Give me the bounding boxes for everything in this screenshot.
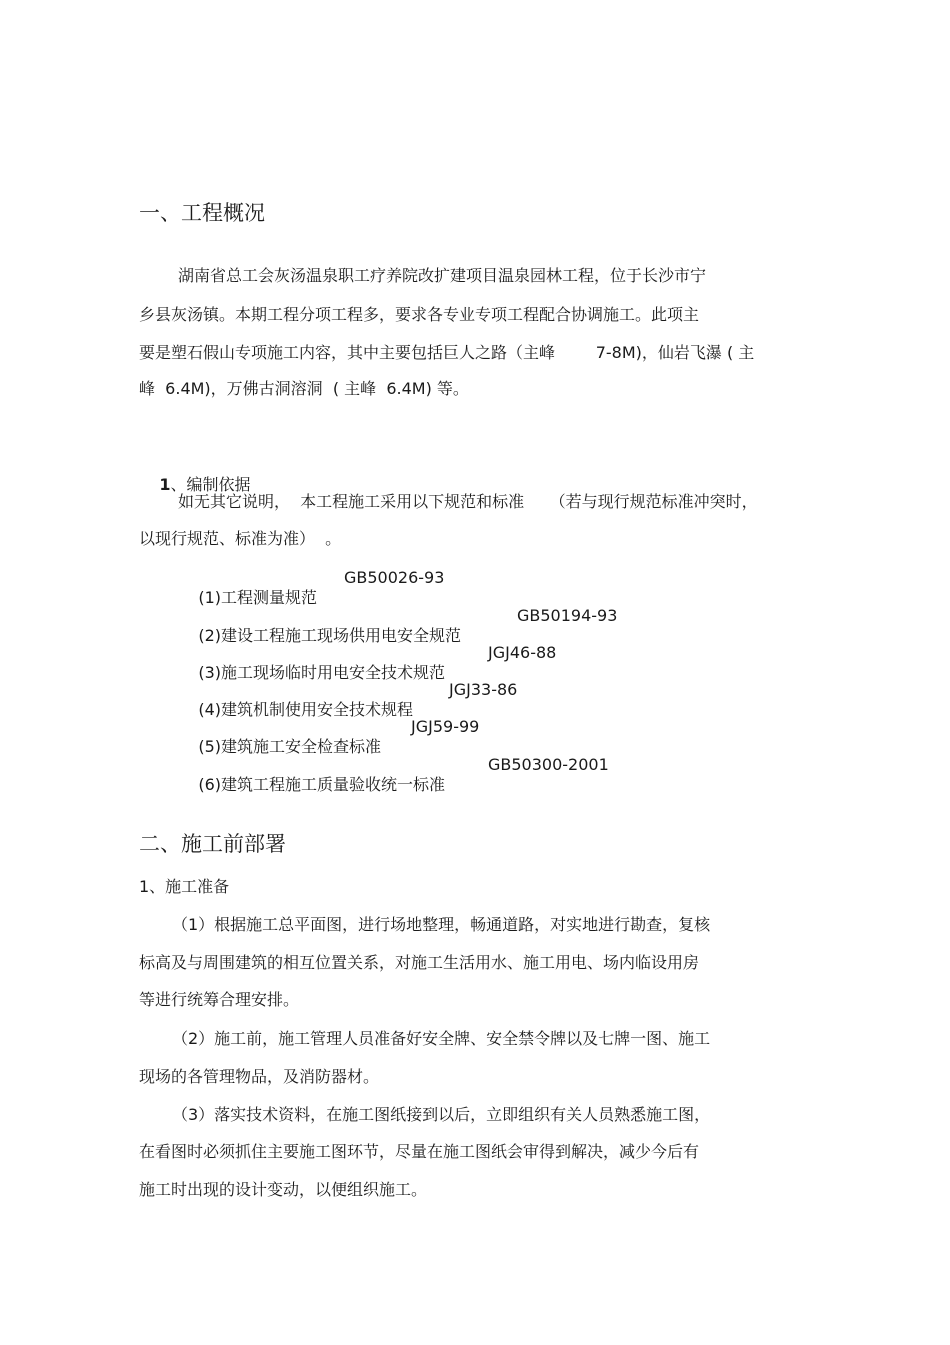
preparation-item-2-line: （2）施工前，施工管理人员准备好安全牌、安全禁令牌以及七牌一图、施工 xyxy=(172,1029,711,1048)
preparation-item-1-line: （1）根据施工总平面图，进行场地整理，畅通道路，对实地进行勘查，复核 xyxy=(172,915,711,934)
standard-code: GB50194-93 xyxy=(517,606,618,625)
standard-name: (6)建筑工程施工质量验收统一标准 xyxy=(198,775,446,794)
basis-intro-line: 如无其它说明， 本工程施工采用以下规范和标准 （若与现行规范标准冲突时， xyxy=(178,492,758,511)
section-1-paragraph-line: 乡县灰汤镇。本期工程分项工程多，要求各专业专项工程配合协调施工。此项主 xyxy=(139,305,700,324)
section-2-heading: 二、施工前部署 xyxy=(139,832,286,856)
section-1-paragraph-line: 峰 6.4M)，万佛古洞溶洞 ( 主峰 6.4M) 等。 xyxy=(139,379,469,398)
standard-code: GB50026-93 xyxy=(344,568,445,587)
section-1-paragraph-line: 湖南省总工会灰汤温泉职工疗养院改扩建项目温泉园林工程，位于长沙市宁 xyxy=(178,266,707,285)
preparation-item-3-line: （3）落实技术资料，在施工图纸接到以后，立即组织有关人员熟悉施工图， xyxy=(172,1105,711,1124)
section-1-heading: 一、工程概况 xyxy=(139,201,265,225)
standard-name: (5)建筑施工安全检查标准 xyxy=(198,737,382,756)
preparation-item-1-line: 等进行统筹合理安排。 xyxy=(139,990,300,1009)
section-1-paragraph-line: 要是塑石假山专项施工内容，其中主要包括巨人之路（主峰 7-8M)，仙岩飞瀑 ( 主 xyxy=(139,343,755,362)
preparation-item-3-line: 施工时出现的设计变动，以便组织施工。 xyxy=(139,1180,428,1199)
standard-name: (1)工程测量规范 xyxy=(198,588,318,607)
preparation-item-1-line: 标高及与周围建筑的相互位置关系，对施工生活用水、施工用电、场内临设用房 xyxy=(139,953,700,972)
standard-name: (3)施工现场临时用电安全技术规范 xyxy=(198,663,446,682)
preparation-item-2-line: 现场的各管理物品，及消防器材。 xyxy=(139,1067,380,1086)
standard-code: JGJ46-88 xyxy=(488,643,557,662)
preparation-item-3-line: 在看图时必须抓住主要施工图环节，尽量在施工图纸会审得到解决，减少今后有 xyxy=(139,1142,700,1161)
standard-code: JGJ59-99 xyxy=(411,717,480,736)
standard-item xyxy=(178,755,609,815)
standard-name: (2)建设工程施工现场供用电安全规范 xyxy=(198,626,462,645)
subsection-preparation-heading: 1、施工准备 xyxy=(139,877,230,896)
subsection-title: 、编制依据 xyxy=(170,475,251,494)
standard-code: JGJ33-86 xyxy=(449,680,518,699)
basis-intro-line: 以现行规范、标准为准） 。 xyxy=(139,529,342,548)
standard-code: GB50300-2001 xyxy=(488,755,609,774)
standard-name: (4)建筑机制使用安全技术规程 xyxy=(198,700,414,719)
subsection-number: 1 xyxy=(159,475,171,494)
